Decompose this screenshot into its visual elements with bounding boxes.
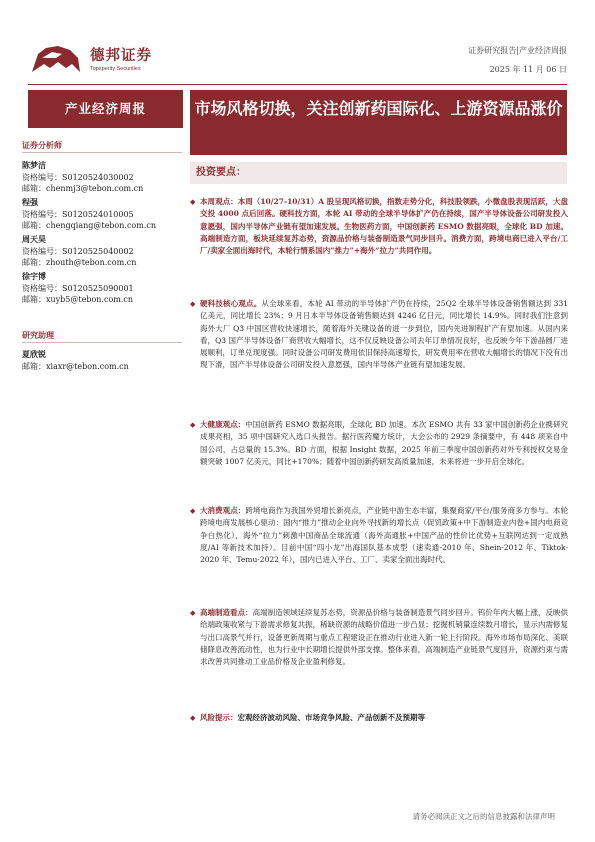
point-lead: 硬科技核心观点。	[200, 299, 262, 308]
point-text: 中国创新药 ESMO 数据亮眼，全球化 BD 加速。本次 ESMO 共有 33 家中国创新药企业携研究成果亮相，35 项中国研究入选口头报告。据行医药魔方统计，大会公布的 2929 条摘要中，有 448 项来自中国公司，占总量的 15.3%。BD 方面，根据 Insight 数据，2025 年前三季度中国创新药对外专利授权交易金额突破 1007 亿美元，同比+170%；随着中国创新药研发高质量加速，未来将进一步开启全球化。	[200, 420, 568, 466]
analysts-divider	[22, 152, 182, 153]
assistant-card	[22, 349, 129, 372]
bullet-icon: ◆	[190, 609, 196, 617]
analyst-name: 徐宇博	[22, 271, 46, 281]
point-text: 跨境电商作为我国外贸增长新亮点，产业链中游生态丰富，集聚商家/平台/服务商多方参与。本轮跨境电商发展核心驱动：国内“推力”推动企业向外寻找新的增长点（促贸政策+中下游制造业内卷+国内电商竞争白热化），海外“拉力”刺激中国商品全球流通（海外高通胀+中国产品的性价比优势+互联网达到一定成熟度/AI 等新技术加持）。目前中国“四小龙”出海国队基本成型（速卖通-2010 年、Shein-2012 年、Tiktok-2020 年、Temu-2022 年），国内已进入平台、工厂、卖家全面出海时代。	[200, 506, 568, 565]
assistant-divider	[22, 342, 182, 343]
bullet-icon: ◆	[190, 421, 196, 429]
bullet-icon: ◆	[190, 714, 196, 722]
analyst-email[interactable]: 邮箱：chengqiang@tebon.com.cn	[22, 221, 157, 230]
point-text: 从全球来看，本轮 AI 带动的半导体扩产仍在持续，25Q2 全球半导体设备销售额达到 331 亿美元，同比增长 23%；9 月日本半导体设备销售额达到 4246 亿日元，同比增长 14.9%。同时我们注意到海外大厂 Q3 中国区营收快速增长，随着海外关键设备的进一步到位，国内先进制程扩产有望加速。从国内来看，Q3 国产半导体设备厂商营收大幅增长，这不仅反映设备公司去年订单情况良好，也反映今年下游晶圆厂进展顺利，订单兑现度强。同时设备公司研发费用依旧保持高速增长，研发费用率在营收大幅增长的情况下没有出现下滑，国产半导体设备公司研发投入意愿强，国内半导体产业链有望加速发展。	[200, 299, 568, 370]
assistant-email[interactable]: 邮箱：xiaxr@tebon.com.cn	[22, 361, 129, 371]
point-text: 宏观经济波动风险、市场竞争风险、产品创新不及预期等	[237, 713, 425, 722]
brand	[90, 47, 152, 73]
brand-name-en: Topsperity Securities	[90, 66, 141, 72]
bullet-icon: ◆	[190, 300, 196, 308]
point-lead: 高端制造看点：	[200, 608, 253, 617]
side-title: 产业经济周报	[28, 90, 183, 128]
analyst-card	[22, 197, 156, 232]
header-divider	[28, 84, 567, 85]
tebon-logo-icon	[28, 42, 84, 76]
analyst-card	[22, 160, 143, 195]
report-type: 证券研究报告|产业经济周报	[468, 46, 567, 55]
analyst-card	[22, 234, 136, 269]
assistant-heading: 研究助理	[22, 330, 54, 340]
analyst-email[interactable]: 邮箱：zhouth@tebon.com.cn	[22, 258, 137, 267]
assistant-name: 夏欣锐	[22, 349, 46, 359]
analyst-name: 程强	[22, 197, 38, 207]
analyst-email[interactable]: 邮箱：xuyb5@tebon.com.cn	[22, 295, 134, 304]
analyst-name: 陈梦洁	[22, 160, 46, 170]
bullet-icon: ◆	[190, 507, 196, 515]
point-lead: 本周观点：	[200, 197, 238, 206]
point-lead: 大健康观点：	[200, 420, 246, 429]
analyst-cert: 资格编号：S0120525090001	[22, 283, 134, 293]
footer-disclaimer: 请务必阅读正文之后的信息披露和法律声明	[412, 812, 555, 821]
brand-name-cn: 德邦证券	[90, 48, 152, 64]
analyst-card	[22, 271, 134, 306]
point-lead: 大消费观点：	[200, 506, 246, 515]
analysts-heading: 证券分析师	[22, 140, 62, 150]
point-weekly-view	[190, 196, 569, 257]
report-header-meta	[468, 45, 567, 75]
page-title: 市场风格切换，关注创新药国际化、上游资源品涨价	[190, 90, 567, 155]
point-text: 高端制造领域延续复苏态势，资源品价格与装备制造景气同步回升。钨价年内大幅上涨，反映供给端政策收紧与下游需求修复共振，稀缺资源的战略价值进一步凸显；挖掘机销量连续数月增长，显示内需修复与出口高景气并行，设备更新周期与重点工程建设正在推动行业进入新一轮上行阶段。海外市场布局深化、美联储降息改善流动性，也为行业中长期增长提供外部支撑。整体来看，高端制造产业链景气度回升，资源约束与需求改善共同推动工业品价格及企业盈利修复。	[200, 608, 569, 667]
point-hardtech	[190, 298, 568, 372]
point-manufacturing	[190, 607, 569, 668]
analyst-email[interactable]: 邮箱：chenmj3@tebon.com.cn	[22, 184, 144, 193]
point-lead: 风险提示：	[200, 713, 238, 722]
point-text: 本周（10/27-10/31）A 股呈现风格切换，指数走势分化，科技股领跌，小微盘股表现活跃，大盘交投 4000 点后回落。硬科技方面，本轮 AI 带动的全球半导体扩产仍在持续，国产半导体设备公司研发投入意愿强，国内半导体产业链有望加速发展。生物医药方面，中国创新药 ESMO 数据亮眼，全球化 BD 加速。高端制造方面，板块延续复苏态势，资源品价格与装备制造景气同步回升。消费方面，跨境电商已进入平台/工厂/卖家全面出海时代，本轮行情系国内“推力”+海外“拉力”共同作用。	[200, 197, 569, 256]
point-risk	[190, 712, 568, 724]
report-date: 2025 年 11 月 06 日	[489, 65, 567, 74]
point-consumer	[190, 505, 568, 566]
analyst-name: 周天昊	[22, 234, 46, 244]
investment-points-heading: 投资要点：	[190, 162, 567, 184]
analyst-cert: 资格编号：S0120525040002	[22, 246, 134, 256]
analyst-cert: 资格编号：S0120524030002	[22, 172, 134, 182]
point-healthcare	[190, 419, 568, 468]
bullet-icon: ◆	[190, 198, 196, 206]
analyst-cert: 资格编号：S0120524010005	[22, 209, 134, 219]
